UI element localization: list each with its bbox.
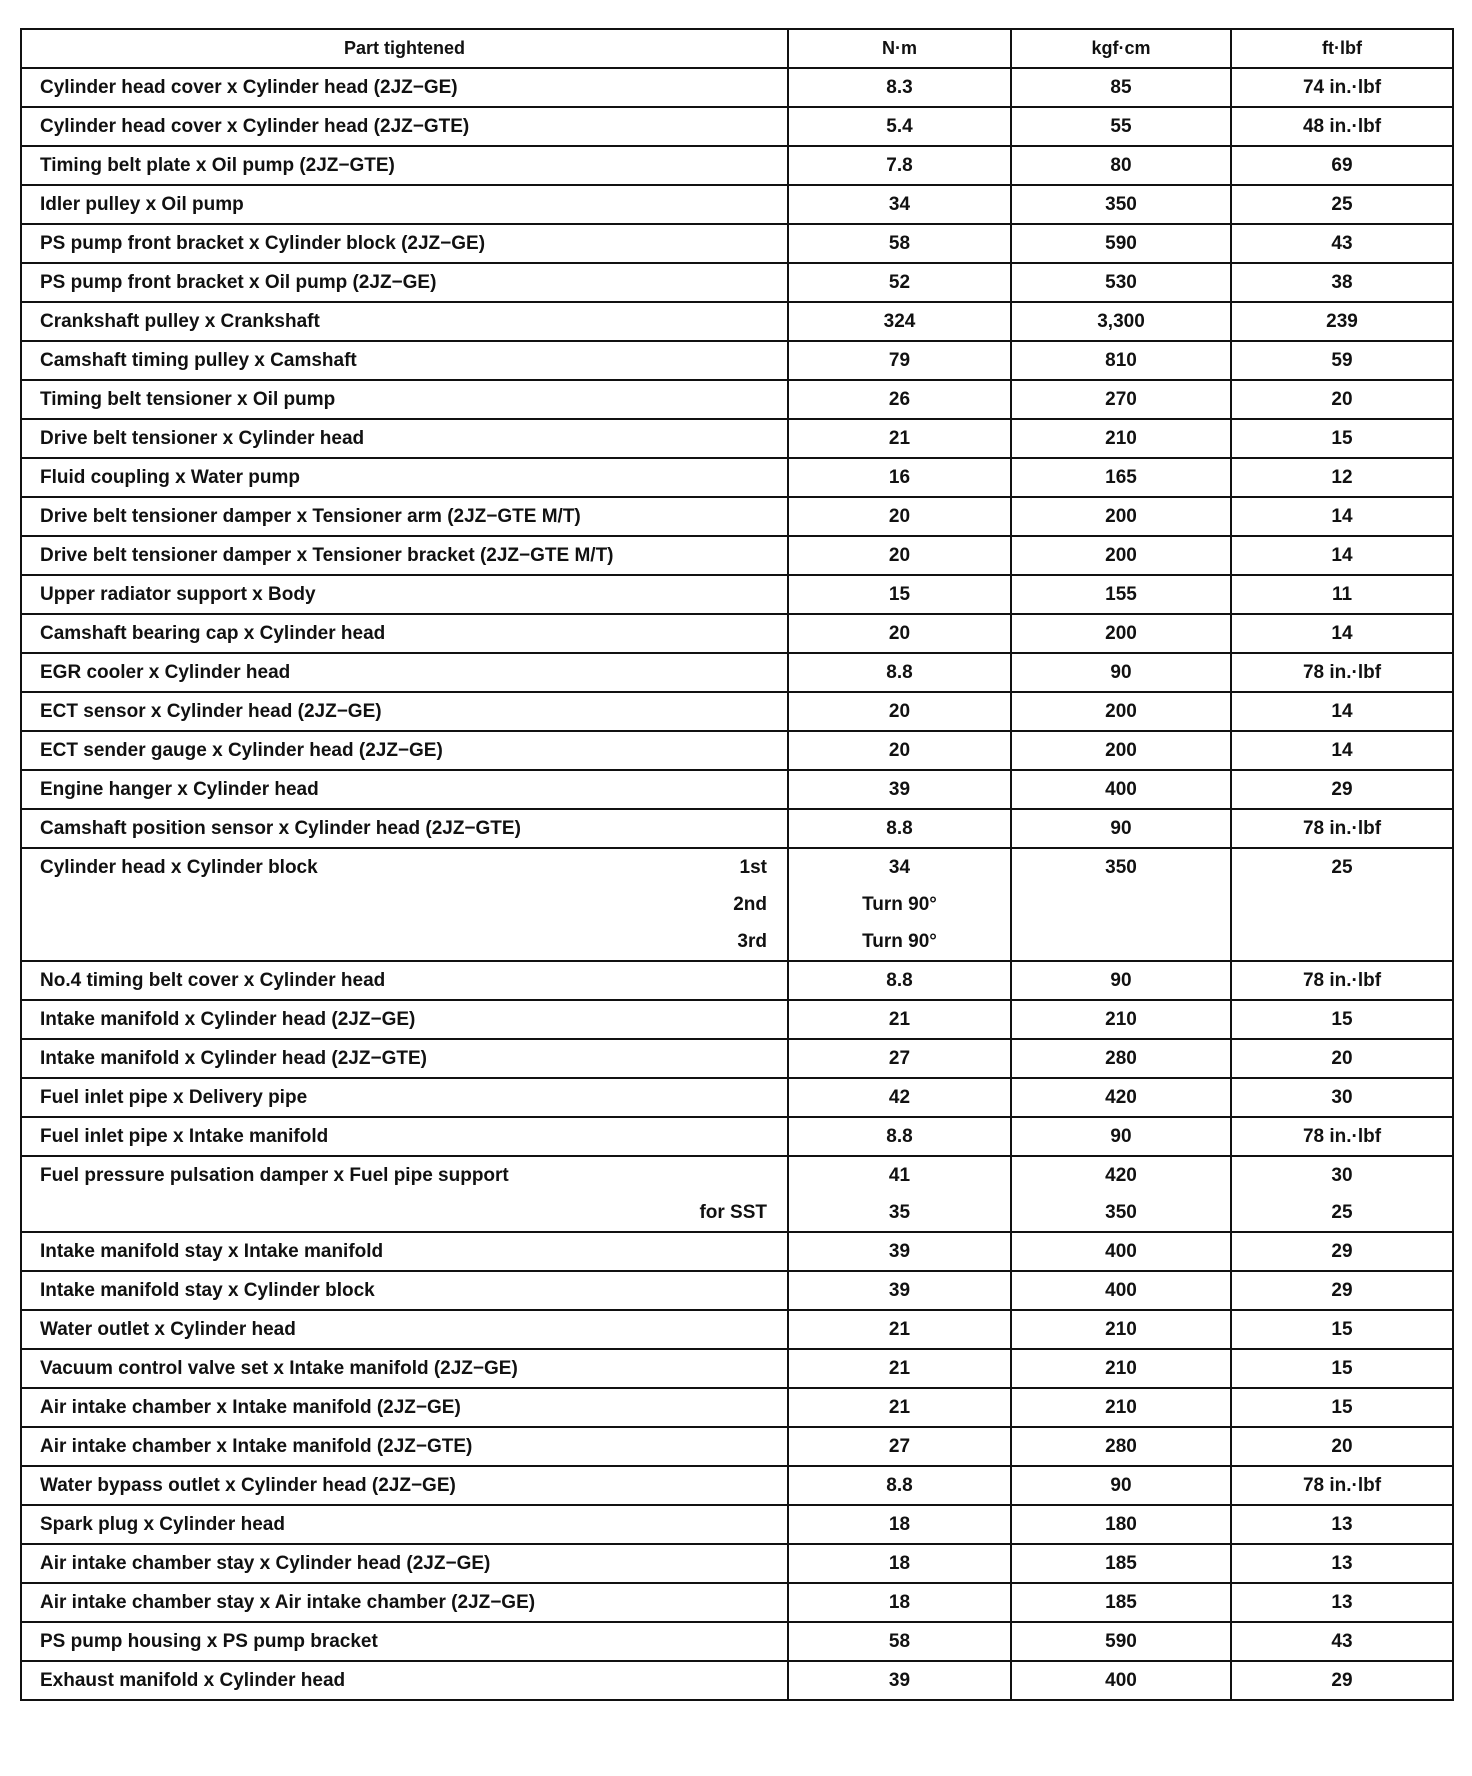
table-row (21, 497, 1453, 536)
torque-nm: 21 (888, 1397, 911, 1418)
torque-nm-sst: 35 (888, 1202, 911, 1223)
step-label-1st: 1st (739, 857, 767, 878)
table-row (21, 1583, 1453, 1622)
torque-ft: 13 (1331, 1553, 1353, 1574)
table-row (21, 1505, 1453, 1544)
torque-kgf: 200 (1105, 506, 1137, 527)
part-name: ECT sender gauge x Cylinder head (2JZ−GE) (40, 740, 443, 761)
torque-kgf: 200 (1105, 740, 1137, 761)
part-name: Fuel inlet pipe x Delivery pipe (40, 1087, 308, 1108)
part-name: Air intake chamber stay x Air intake chamber (2JZ−GE) (40, 1592, 536, 1613)
part-name: Camshaft bearing cap x Cylinder head (40, 623, 386, 644)
table-row (21, 770, 1453, 809)
torque-spec-page (20, 28, 1452, 1701)
torque-ft: 30 (1331, 1165, 1353, 1186)
torque-nm: 8.8 (886, 1126, 913, 1147)
part-name: EGR cooler x Cylinder head (40, 662, 291, 683)
part-name: Exhaust manifold x Cylinder head (40, 1670, 346, 1691)
torque-ft-sst: 25 (1331, 1202, 1353, 1223)
part-name: Vacuum control valve set x Intake manifold (2JZ−GE) (40, 1358, 518, 1379)
torque-kgf: 400 (1105, 1280, 1137, 1301)
part-name: Intake manifold stay x Intake manifold (40, 1241, 384, 1262)
part-name: Water bypass outlet x Cylinder head (2JZ−GE) (40, 1475, 456, 1496)
torque-nm: 8.8 (886, 818, 913, 839)
torque-ft: 43 (1331, 1631, 1353, 1652)
part-name: PS pump front bracket x Cylinder block (2JZ−GE) (40, 233, 486, 254)
torque-ft: 59 (1331, 350, 1353, 371)
part-name-text: Cylinder head x Cylinder block (40, 857, 318, 878)
torque-nm: 20 (888, 545, 911, 566)
torque-kgf: 90 (1110, 1126, 1132, 1147)
part-name: Intake manifold x Cylinder head (2JZ−GTE) (40, 1048, 427, 1069)
table-row (21, 1000, 1453, 1039)
torque-ft: 29 (1331, 1670, 1353, 1691)
table-row (21, 1622, 1453, 1661)
torque-nm: 18 (888, 1553, 911, 1574)
table-row (21, 1039, 1453, 1078)
torque-kgf: 3,300 (1097, 311, 1145, 332)
part-name: Air intake chamber stay x Cylinder head (2JZ−GE) (40, 1553, 491, 1574)
table-row (21, 1232, 1453, 1271)
torque-ft: 69 (1331, 155, 1353, 176)
torque-kgf: 400 (1105, 1670, 1137, 1691)
torque-kgf: 210 (1105, 428, 1137, 449)
torque-ft: 78 in.·lbf (1302, 970, 1382, 991)
table-row (21, 146, 1453, 185)
torque-kgf: 810 (1105, 350, 1137, 371)
table-row (21, 692, 1453, 731)
torque-ft: 29 (1331, 1280, 1353, 1301)
step-label-2nd: 2nd (733, 894, 767, 915)
step-label-3rd: 3rd (737, 931, 767, 952)
torque-nm: 8.8 (886, 970, 913, 991)
part-name: PS pump front bracket x Oil pump (2JZ−GE) (40, 272, 437, 293)
torque-kgf: 155 (1105, 584, 1137, 605)
torque-ft: 13 (1331, 1514, 1353, 1535)
torque-ft: 78 in.·lbf (1302, 662, 1382, 683)
part-name: Timing belt plate x Oil pump (2JZ−GTE) (40, 155, 395, 176)
torque-ft: 11 (1331, 584, 1353, 605)
table-row (21, 1117, 1453, 1156)
torque-ft: 25 (1331, 857, 1353, 878)
torque-kgf: 280 (1105, 1436, 1137, 1457)
part-name: Fuel pressure pulsation damper x Fuel pipe support (40, 1165, 509, 1186)
torque-nm-2nd: Turn 90° (862, 894, 937, 915)
torque-nm: 20 (888, 701, 911, 722)
torque-nm: 324 (883, 311, 916, 332)
torque-nm: 15 (888, 584, 911, 605)
table-row (21, 1661, 1453, 1700)
torque-kgf: 590 (1105, 1631, 1137, 1652)
torque-ft: 15 (1331, 1319, 1353, 1340)
torque-nm: 42 (888, 1087, 911, 1108)
torque-nm: 20 (888, 740, 911, 761)
torque-nm: 41 (888, 1165, 911, 1186)
torque-nm: 21 (888, 1358, 911, 1379)
header-row (21, 29, 1453, 68)
torque-nm: 26 (888, 389, 911, 410)
torque-nm: 58 (888, 233, 911, 254)
table-row (21, 68, 1453, 107)
torque-kgf: 420 (1105, 1165, 1137, 1186)
torque-nm: 39 (888, 779, 911, 800)
torque-kgf: 185 (1105, 1592, 1137, 1613)
table-row (21, 1466, 1453, 1505)
torque-nm-3rd: Turn 90° (862, 931, 937, 952)
table-row (21, 341, 1453, 380)
torque-kgf: 210 (1105, 1319, 1137, 1340)
torque-nm: 7.8 (886, 155, 913, 176)
table-row (21, 653, 1453, 692)
header-nm: N·m (788, 29, 1011, 68)
torque-ft: 12 (1331, 467, 1353, 488)
torque-ft: 14 (1331, 740, 1353, 761)
table-row (21, 380, 1453, 419)
torque-nm: 79 (888, 350, 911, 371)
torque-nm: 20 (888, 623, 911, 644)
part-name: Air intake chamber x Intake manifold (2JZ−GTE) (40, 1436, 473, 1457)
part-name: Timing belt tensioner x Oil pump (40, 389, 336, 410)
torque-ft: 20 (1331, 1436, 1353, 1457)
torque-kgf: 590 (1105, 233, 1137, 254)
torque-ft: 13 (1331, 1592, 1353, 1613)
torque-nm-1st: 34 (888, 857, 911, 878)
part-name: Fluid coupling x Water pump (40, 467, 301, 488)
table-body-a (21, 68, 1453, 1700)
torque-ft: 20 (1331, 389, 1353, 410)
table-row (21, 614, 1453, 653)
part-name: Engine hanger x Cylinder head (40, 779, 319, 800)
torque-kgf: 90 (1110, 970, 1132, 991)
torque-ft: 30 (1331, 1087, 1353, 1108)
header-kgf: kgf·cm (1011, 29, 1231, 68)
sub-label-for-sst: for SST (699, 1202, 767, 1223)
table-row (21, 419, 1453, 458)
table-row (21, 1310, 1453, 1349)
part-name: Crankshaft pulley x Crankshaft (40, 311, 320, 332)
table-row (21, 1388, 1453, 1427)
part-name: Intake manifold x Cylinder head (2JZ−GE) (40, 1009, 416, 1030)
part-name: Fuel inlet pipe x Intake manifold (40, 1126, 329, 1147)
torque-ft: 14 (1331, 623, 1353, 644)
torque-kgf: 80 (1110, 155, 1132, 176)
torque-nm: 27 (888, 1436, 911, 1457)
part-name: Drive belt tensioner damper x Tensioner arm (2JZ−GTE M/T) (40, 506, 581, 527)
torque-ft: 15 (1331, 428, 1353, 449)
header-part: Part tightened (21, 29, 788, 68)
part-name: PS pump housing x PS pump bracket (40, 1631, 378, 1652)
part-name: Camshaft position sensor x Cylinder head (2JZ−GTE) (40, 818, 521, 839)
table-row (21, 575, 1453, 614)
torque-kgf: 530 (1105, 272, 1137, 293)
torque-nm: 39 (888, 1241, 911, 1262)
table-row (21, 731, 1453, 770)
torque-kgf: 165 (1105, 467, 1137, 488)
torque-ft: 78 in.·lbf (1302, 1475, 1382, 1496)
torque-kgf: 185 (1105, 1553, 1137, 1574)
table-row (21, 961, 1453, 1000)
torque-kgf: 180 (1105, 1514, 1137, 1535)
torque-kgf: 200 (1105, 623, 1137, 644)
torque-kgf: 210 (1105, 1009, 1137, 1030)
part-name: No.4 timing belt cover x Cylinder head (40, 970, 386, 991)
table-row-fuel-damper (21, 1156, 1453, 1232)
torque-kgf: 400 (1105, 1241, 1137, 1262)
part-name: Air intake chamber x Intake manifold (2JZ−GE) (40, 1397, 461, 1418)
part-name: ECT sensor x Cylinder head (2JZ−GE) (40, 701, 382, 722)
torque-nm: 21 (888, 428, 911, 449)
table-row (21, 536, 1453, 575)
table-row (21, 1078, 1453, 1117)
torque-kgf: 90 (1110, 662, 1132, 683)
table-row-cylinder-head-block (21, 848, 1453, 961)
part-name: Cylinder head cover x Cylinder head (2JZ−GTE) (40, 116, 470, 137)
part-name: Cylinder head cover x Cylinder head (2JZ−GE) (40, 77, 458, 98)
torque-nm: 34 (888, 194, 911, 215)
torque-nm: 18 (888, 1514, 911, 1535)
part-name: Water outlet x Cylinder head (40, 1319, 296, 1340)
torque-kgf: 90 (1110, 1475, 1132, 1496)
part-name (40, 849, 767, 886)
torque-ft: 15 (1331, 1397, 1353, 1418)
torque-kgf: 85 (1110, 77, 1132, 98)
table-row (21, 458, 1453, 497)
part-name: Drive belt tensioner x Cylinder head (40, 428, 365, 449)
torque-ft: 20 (1331, 1048, 1353, 1069)
torque-spec-table (20, 28, 1454, 1701)
torque-kgf: 420 (1105, 1087, 1137, 1108)
table-row (21, 1544, 1453, 1583)
table-row (21, 263, 1453, 302)
torque-nm: 39 (888, 1280, 911, 1301)
torque-nm: 20 (888, 506, 911, 527)
torque-nm: 58 (888, 1631, 911, 1652)
torque-nm: 52 (888, 272, 911, 293)
table-row (21, 224, 1453, 263)
torque-ft: 43 (1331, 233, 1353, 254)
table-row (21, 809, 1453, 848)
torque-kgf: 200 (1105, 545, 1137, 566)
torque-kgf: 200 (1105, 701, 1137, 722)
torque-ft: 25 (1331, 194, 1353, 215)
table-row (21, 302, 1453, 341)
part-name: Drive belt tensioner damper x Tensioner bracket (2JZ−GTE M/T) (40, 545, 614, 566)
torque-ft: 14 (1331, 506, 1353, 527)
torque-nm: 39 (888, 1670, 911, 1691)
torque-kgf: 350 (1105, 857, 1137, 878)
torque-nm: 18 (888, 1592, 911, 1613)
torque-nm: 5.4 (886, 116, 913, 137)
torque-ft: 74 in.·lbf (1302, 77, 1382, 98)
torque-nm: 8.8 (886, 662, 913, 683)
table-row (21, 185, 1453, 224)
part-name: Camshaft timing pulley x Camshaft (40, 350, 357, 371)
torque-nm: 16 (888, 467, 911, 488)
torque-ft: 15 (1331, 1009, 1353, 1030)
torque-nm: 8.3 (886, 77, 913, 98)
table-row (21, 107, 1453, 146)
torque-kgf: 350 (1105, 194, 1137, 215)
header-ft: ft·lbf (1231, 29, 1453, 68)
torque-nm: 21 (888, 1009, 911, 1030)
torque-kgf: 210 (1105, 1397, 1137, 1418)
part-name: Intake manifold stay x Cylinder block (40, 1280, 375, 1301)
torque-ft: 14 (1331, 701, 1353, 722)
table-row (21, 1271, 1453, 1310)
torque-kgf: 90 (1110, 818, 1132, 839)
torque-kgf: 400 (1105, 779, 1137, 800)
torque-kgf: 55 (1110, 116, 1132, 137)
part-name: Idler pulley x Oil pump (40, 194, 244, 215)
part-name: Upper radiator support x Body (40, 584, 316, 605)
torque-ft: 15 (1331, 1358, 1353, 1379)
torque-ft: 78 in.·lbf (1302, 818, 1382, 839)
torque-nm: 27 (888, 1048, 911, 1069)
part-name: Spark plug x Cylinder head (40, 1514, 285, 1535)
torque-ft: 78 in.·lbf (1302, 1126, 1382, 1147)
torque-ft: 29 (1331, 779, 1353, 800)
torque-ft: 29 (1331, 1241, 1353, 1262)
torque-ft: 38 (1331, 272, 1353, 293)
torque-nm: 21 (888, 1319, 911, 1340)
table-row (21, 1427, 1453, 1466)
torque-kgf-sst: 350 (1105, 1202, 1137, 1223)
torque-ft: 239 (1326, 311, 1358, 332)
torque-ft: 14 (1331, 545, 1353, 566)
torque-ft: 48 in.·lbf (1302, 116, 1382, 137)
torque-kgf: 270 (1105, 389, 1137, 410)
torque-nm: 8.8 (886, 1475, 913, 1496)
torque-kgf: 280 (1105, 1048, 1137, 1069)
torque-kgf: 210 (1105, 1358, 1137, 1379)
table-row (21, 1349, 1453, 1388)
